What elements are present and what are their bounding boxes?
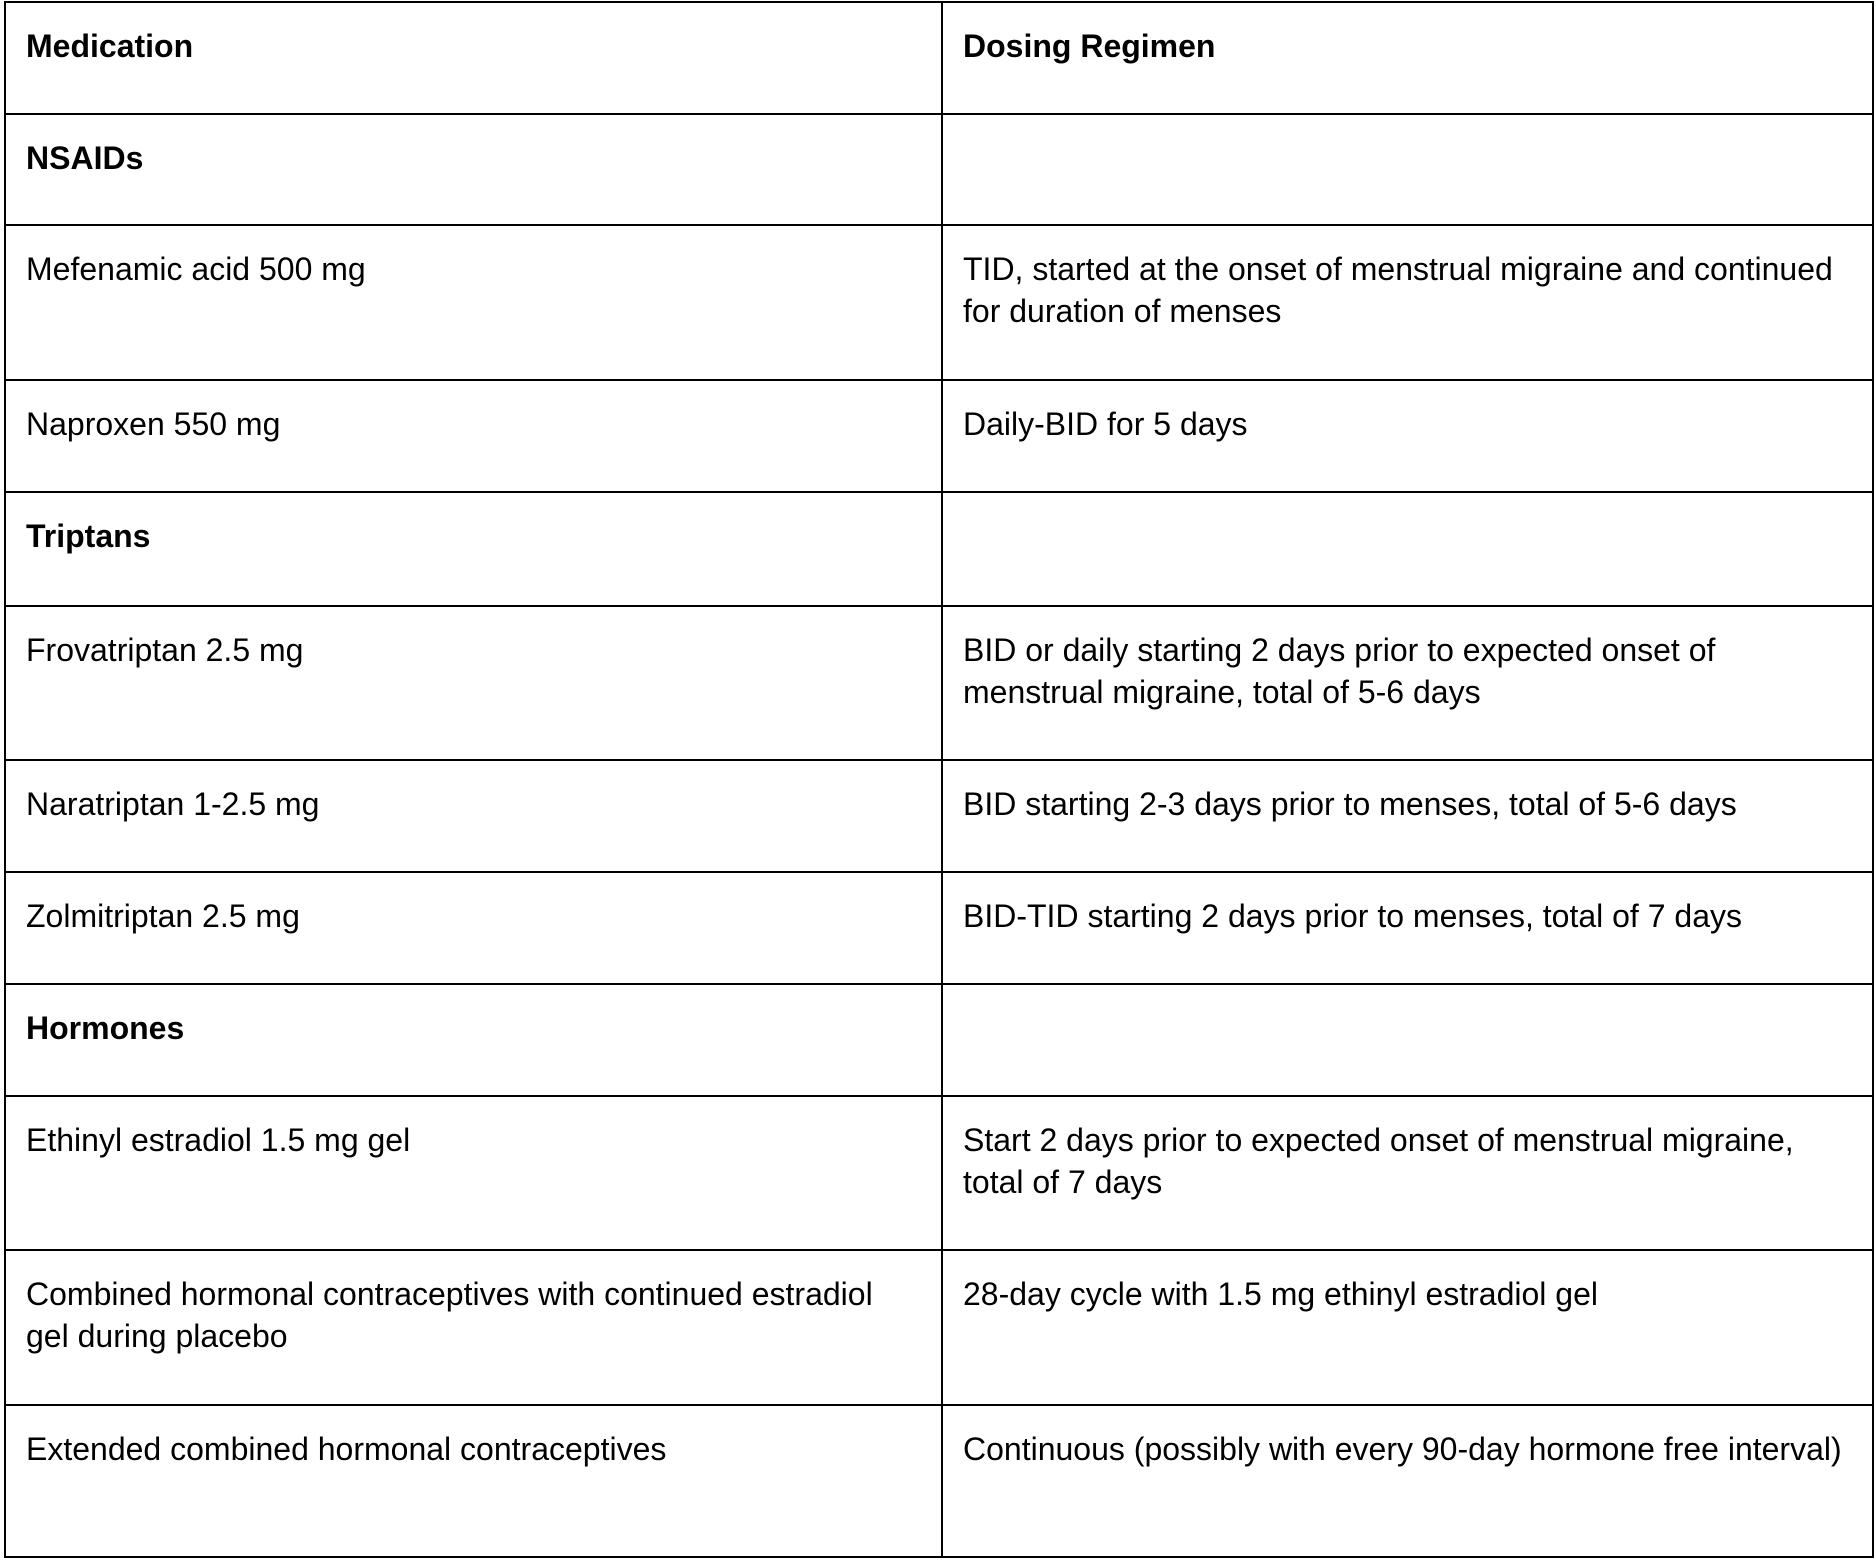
header-medication: Medication [5,2,942,114]
section-label: NSAIDs [5,114,942,225]
medication-cell: Extended combined hormonal contraceptives [5,1405,942,1557]
header-row [5,2,1873,114]
medication-cell: Combined hormonal contraceptives with continued estradiol gel during placebo [5,1250,942,1405]
dosing-regimen-cell: TID, started at the onset of menstrual migraine and continued for duration of menses [942,225,1873,380]
table-body [5,2,1873,1557]
section-label: Triptans [5,492,942,606]
header-dosing-regimen: Dosing Regimen [942,2,1873,114]
section-row [5,114,1873,225]
dosing-regimen-cell [942,984,1873,1096]
dosing-regimen-cell: BID starting 2-3 days prior to menses, total of 5-6 days [942,760,1873,872]
table-row [5,1250,1873,1405]
dosing-regimen-cell: BID or daily starting 2 days prior to expected onset of menstrual migraine, total of 5-6 days [942,606,1873,760]
table-row [5,380,1873,492]
medication-cell: Naproxen 550 mg [5,380,942,492]
medication-cell: Frovatriptan 2.5 mg [5,606,942,760]
medication-cell: Naratriptan 1-2.5 mg [5,760,942,872]
table-row [5,1405,1873,1557]
table-row [5,606,1873,760]
table-row [5,872,1873,984]
section-row [5,492,1873,606]
dosing-regimen-cell: Continuous (possibly with every 90-day hormone free interval) [942,1405,1873,1557]
medication-cell: Ethinyl estradiol 1.5 mg gel [5,1096,942,1250]
medication-dosing-table [4,1,1874,1558]
dosing-regimen-cell [942,114,1873,225]
medication-cell: Mefenamic acid 500 mg [5,225,942,380]
dosing-regimen-cell: Start 2 days prior to expected onset of menstrual migraine, total of 7 days [942,1096,1873,1250]
table-row [5,225,1873,380]
medication-cell: Zolmitriptan 2.5 mg [5,872,942,984]
dosing-regimen-cell: BID-TID starting 2 days prior to menses, total of 7 days [942,872,1873,984]
dosing-regimen-cell: Daily-BID for 5 days [942,380,1873,492]
table-row [5,760,1873,872]
section-row [5,984,1873,1096]
table-row [5,1096,1873,1250]
dosing-regimen-cell [942,492,1873,606]
dosing-regimen-cell: 28-day cycle with 1.5 mg ethinyl estradiol gel [942,1250,1873,1405]
section-label: Hormones [5,984,942,1096]
